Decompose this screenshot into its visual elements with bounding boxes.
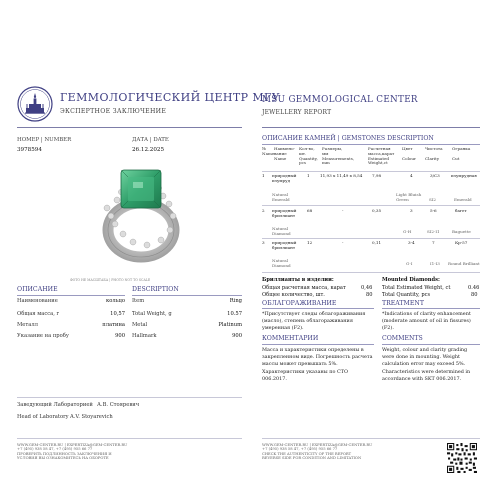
- treatment-text-ru: *Присутствует следы облагораживания (масло), степень облагораживания умеренная (F2).: [262, 311, 366, 332]
- desc-metal-label-ru: Металл: [17, 322, 38, 328]
- row2-no: 2: [262, 208, 265, 213]
- row2-clarity-ru: 5-6: [430, 208, 437, 213]
- row3-clarity-ru: 7: [432, 240, 435, 245]
- head-lab-name-ru: А.В. Стояревич: [97, 402, 140, 408]
- row1-name-en: Natural Emerald: [272, 192, 290, 202]
- col-header-clarity: Чистота Clarity: [425, 146, 443, 161]
- head-lab-rule: [17, 397, 242, 398]
- desc-hallmark-value-en: 900: [232, 333, 242, 339]
- row1-dims: 11,93 х 11,49 х 8,54: [320, 173, 363, 178]
- header-divider-right: [262, 127, 480, 128]
- report-date: 26.12.2025: [132, 147, 165, 153]
- head-lab-label-ru: Заведующий Лабораторией: [17, 402, 93, 408]
- head-lab-label-en: Head of Laboratory: [17, 414, 69, 420]
- row3-clarity-en: I1-I3: [430, 261, 440, 266]
- row1-cut-en: Emerald: [454, 197, 472, 202]
- report-number: 3978594: [17, 147, 42, 153]
- row-divider: [262, 205, 480, 206]
- row1-qty: 1: [307, 173, 310, 178]
- row3-name-ru: природный бриллиант: [272, 240, 297, 250]
- report-type-en: JEWELLERY REPORT: [262, 109, 332, 116]
- footer-rule-right: [262, 438, 480, 439]
- description-title-en: DESCRIPTION: [132, 286, 179, 293]
- row1-colour-en: Light Bluish Green: [396, 192, 422, 202]
- row3-colour-en: G-I: [406, 261, 413, 266]
- ring-photo: [55, 150, 215, 270]
- photo-caption: ФОТО НЕ МАСШТАБА | PHOTO NOT TO SCALE: [70, 278, 151, 282]
- description-title-ru: ОПИСАНИЕ: [17, 286, 58, 293]
- org-name-ru: ГЕММОЛОГИЧЕСКИЙ ЦЕНТР МГУ: [60, 91, 281, 104]
- row1-clarity-ru: 3/С3: [430, 173, 440, 178]
- report-type-ru: ЭКСПЕРТНОЕ ЗАКЛЮЧЕНИЕ: [60, 108, 167, 115]
- gemstones-title: ОПИСАНИЕ КАМНЕЙ | GEMSTONES DESCRIPTION: [262, 135, 434, 142]
- row3-cut-ru: Кр-57: [455, 240, 468, 245]
- treatment-title-en: TREATMENT: [382, 300, 424, 307]
- comments-rule-en: [382, 344, 480, 345]
- desc-item-value-en: Ring: [229, 298, 242, 304]
- row1-cut-ru: изумрудная: [451, 173, 477, 178]
- desc-hallmark-label-ru: Указание на пробу: [17, 333, 69, 339]
- date-label: ДАТА | DATE: [132, 137, 169, 143]
- row2-colour-ru: 3: [410, 208, 413, 213]
- number-label: НОМЕР | NUMBER: [17, 137, 72, 143]
- treatment-rule-ru: [262, 308, 374, 309]
- col-header-weight: Расчетная масса,карат Estimated Weight,ct: [368, 146, 395, 166]
- col-header-colour: Цвет Colour: [402, 146, 416, 161]
- comments-title-en: COMMENTS: [382, 335, 423, 342]
- treatment-rule-en: [382, 308, 480, 309]
- summary-title-ru: Бриллианты в изделии:: [262, 277, 334, 283]
- footer-contacts-right: WWW.GEM-CENTER.RU | EXPERTIZA@GEM-CENTER.RU +7 (495) 938 58 47, +7 (495) 955 66 77 CHECK THE AUTHENTICITY OF THE REPORT REVERSE SIDE FOR CONDITION AND LIMITATION: [262, 443, 373, 461]
- row2-colour-en: G-H: [403, 229, 412, 234]
- summary-title-en: Mounted Diamonds:: [382, 277, 440, 283]
- desc-weight-value-ru: 10,57: [110, 311, 125, 317]
- summary-qty-label-ru: Общее количество, шт.: [262, 292, 325, 298]
- row-divider: [262, 272, 480, 273]
- desc-weight-label-ru: Общая масса, г: [17, 311, 60, 317]
- desc-hallmark-value-ru: 900: [115, 333, 125, 339]
- summary-qty-label-en: Total Quantity, pcs: [382, 292, 431, 298]
- summary-qty-en: 80: [471, 292, 478, 298]
- desc-metal-value-en: Platinum: [218, 322, 242, 328]
- row3-cut-en: Round Brilliant: [448, 261, 480, 266]
- summary-mass-label-en: Total Estimated Weight, ct: [382, 285, 451, 291]
- row3-qty: 12: [307, 240, 313, 245]
- description-rule-en: [132, 295, 242, 296]
- footer-contacts-left: WWW.GEM-CENTER.RU | EXPERTIZA@GEM-CENTER.RU +7 (495) 938 58 47, +7 (495) 955 66 77 ПРОВЕРИТЬ ПОДЛИННОСТЬ ЗАКЛЮЧЕНИЯ И УСЛОВИЯ ВЫ ОЗНАКОМИТЕСЬ НА ОБОРОТЕ: [17, 443, 128, 461]
- row1-clarity-en: SI2: [429, 197, 437, 202]
- treatment-text-en: *Indications of clarity enhancement (moderate amount of oil in fissures) (F2).: [382, 311, 471, 332]
- desc-metal-label-en: Metal: [132, 322, 148, 328]
- col-header-dims: Размеры, мм Measurements, mm: [322, 146, 355, 166]
- org-name-en: MSU GEMMOLOGICAL CENTER: [262, 95, 418, 105]
- summary-mass-en: 0.46: [468, 285, 480, 291]
- head-lab-name-en: A.V. Stoyarevich: [70, 414, 113, 420]
- comments-text-en: Weight, colour and clarity grading were done in mounting. Weight calculation error may exceed 5%. Characteristics were determined in accordance with SKT 006.2017.: [382, 347, 471, 382]
- row2-weight: 0,35: [372, 208, 382, 213]
- row1-colour-ru: 4: [410, 173, 413, 178]
- msu-logo-icon: [17, 86, 53, 122]
- row-divider: [262, 238, 480, 239]
- desc-item-label-en: Item: [132, 298, 145, 304]
- desc-item-value-ru: кольцо: [106, 298, 125, 304]
- desc-weight-value-en: 10.57: [227, 311, 242, 317]
- row-divider: [262, 171, 480, 172]
- summary-qty-ru: 80: [366, 292, 373, 298]
- row3-weight: 0,11: [372, 240, 382, 245]
- row1-name-ru: природный изумруд: [272, 173, 297, 183]
- row2-clarity-en: SI2-I1: [427, 229, 440, 234]
- treatment-title-ru: ОБЛАГОРАЖИВАНИЕ: [262, 300, 337, 307]
- row2-dims: -: [342, 208, 344, 213]
- summary-mass-label-ru: Общая расчетная масса, карат: [262, 285, 346, 291]
- gemstones-rule: [262, 144, 480, 145]
- row3-colour-ru: 3-4: [408, 240, 415, 245]
- row1-weight: 7,98: [372, 173, 382, 178]
- row2-name-en: Natural Diamond: [272, 226, 291, 236]
- description-rule-ru: [17, 295, 125, 296]
- col-header-no: № Name: [262, 146, 275, 156]
- qr-code-icon[interactable]: [447, 443, 477, 473]
- row2-name-ru: природный бриллиант: [272, 208, 297, 218]
- comments-text-ru: Масса и характеристики определены в закрепленном виде. Погрешность расчета массы может превышать 5%. Характеристики указаны по СТО 006.2017.: [262, 347, 373, 382]
- row2-cut-ru: багет: [455, 208, 467, 213]
- header-divider-left: [17, 127, 242, 128]
- summary-mass-ru: 0,46: [361, 285, 373, 291]
- row1-no: 1: [262, 173, 265, 178]
- row2-cut-en: Baguette: [452, 229, 471, 234]
- footer-rule-left: [17, 438, 242, 439]
- desc-weight-label-en: Total Weight, g: [132, 311, 172, 317]
- desc-hallmark-label-en: Hallmark: [132, 333, 157, 339]
- row3-no: 3: [262, 240, 265, 245]
- row2-qty: 68: [307, 208, 313, 213]
- col-header-qty: Кол-во, шт. Quantity, pcs: [299, 146, 318, 166]
- desc-metal-value-ru: платина: [102, 322, 125, 328]
- col-header-cut: Огранка Cut: [452, 146, 471, 161]
- comments-title-ru: КОММЕНТАРИИ: [262, 335, 319, 342]
- row3-name-en: Natural Diamond: [272, 258, 291, 268]
- row3-dims: -: [342, 240, 344, 245]
- desc-item-label-ru: Наименование: [17, 298, 58, 304]
- col-header-name: Наимено- вание Name: [274, 146, 295, 161]
- comments-rule-ru: [262, 344, 374, 345]
